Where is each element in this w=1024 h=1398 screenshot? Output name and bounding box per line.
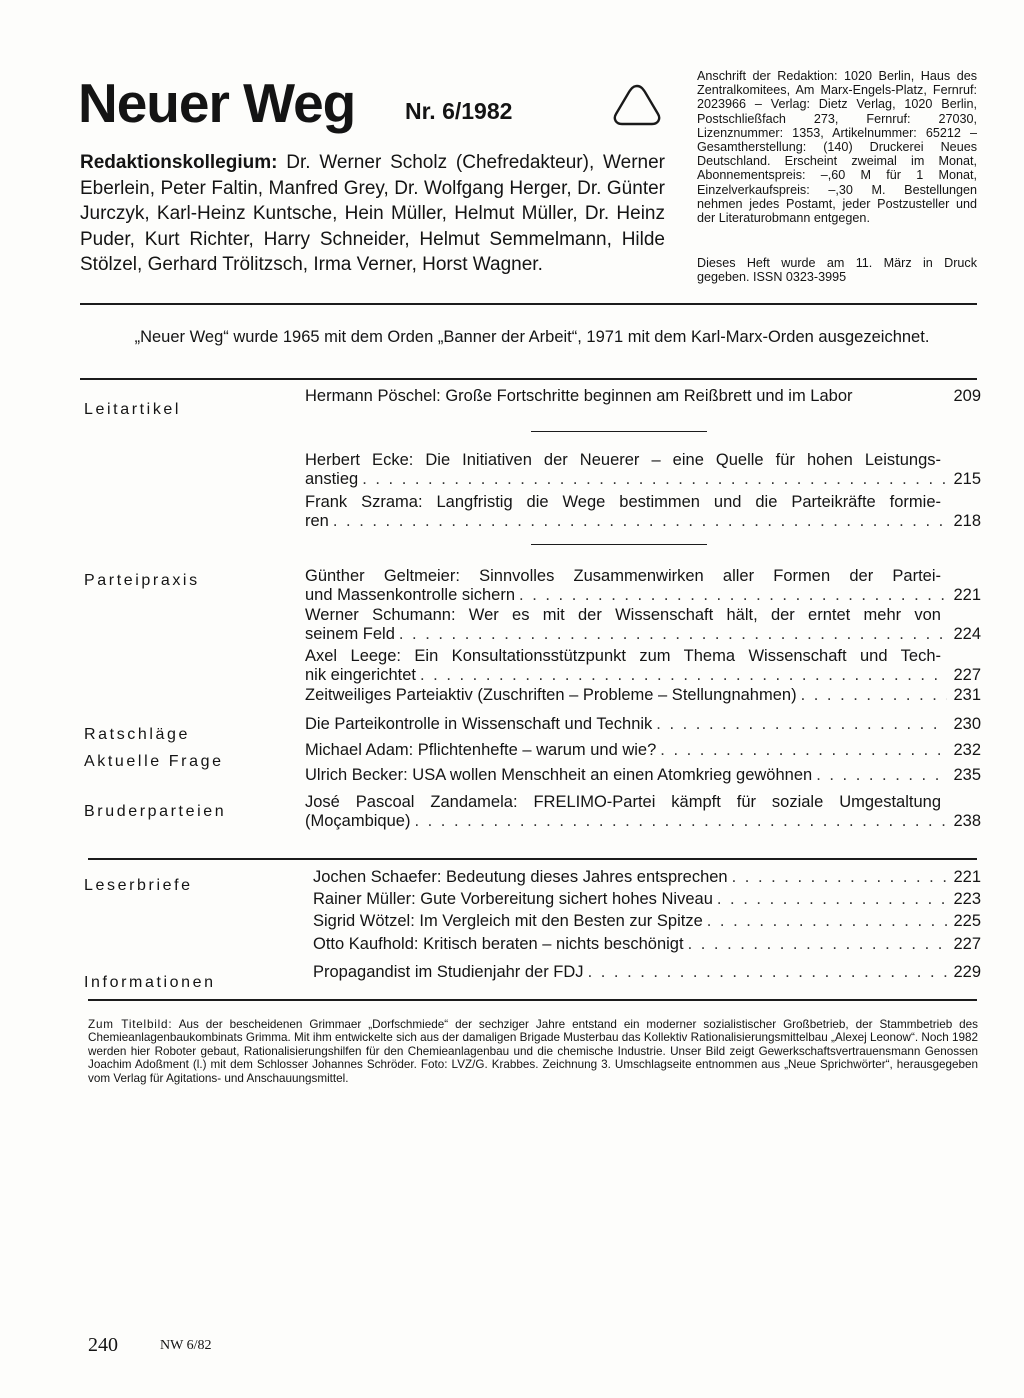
- toc-entry: [313, 912, 981, 931]
- entry-page: 227: [953, 666, 981, 684]
- section-leserbriefe: Leserbriefe: [84, 877, 193, 894]
- entry-title: Sigrid Wötzel: Im Vergleich mit den Besten zur Spitze: [313, 912, 703, 930]
- caption-text: Aus der bescheidenen Grimmaer „Dorfschmiede“ der sechziger Jahre entstand ein moderner sozialistischer Großbetrieb, der Stammbetrieb des Chemieanlagenbaukombinats Grimma. Mit ihm entwickelte sich aus der damaligen Brigade Musterbau das Kollektiv Rationalisierungsmittelbau „Alexej Leonow“. Noch 1982 werden hier Roboter gebaut, Rationalisierungshilfen für den Chemieanlagenbau und die chemische Industrie. Unser Bild zeigt Gewerkschaftsvertrauensmann Genossen Joachim Adoßment (l.) mit dem Schlosser Johannes Schröder. Foto: LVZ/G. Krabbes. Zeichnung 3. Umschlagseite entnommen aus „Neue Sprichwörter“, herausgegeben vom Verlag für Agitations- und Anschauungsmittel.: [88, 1018, 978, 1085]
- toc-entry: [305, 387, 981, 406]
- editorial-label: Redaktionskollegium:: [80, 152, 278, 173]
- toc-entry: [305, 766, 981, 785]
- divider: [88, 999, 977, 1001]
- entry-title: Rainer Müller: Gute Vorbereitung sichert hohes Niveau: [313, 890, 713, 908]
- entry-page: 235: [953, 766, 981, 784]
- entry-page: 218: [953, 512, 981, 530]
- divider: [80, 378, 977, 380]
- triangle-logo-icon: [612, 82, 662, 128]
- entry-page: 232: [953, 741, 981, 759]
- publisher-address: Anschrift der Redaktion: 1020 Berlin, Haus des Zentralkomitees, Am Marx-Engels-Platz, Fernruf: 2023966 – Verlag: Dietz Verlag, 1020 Berlin, Postschließfach 273, Fernruf: 27030, Lizenznummer: 1353, Artikelnummer: 65212 – Gesamtherstellung: (140) Druckerei Neues Deutschland. Erscheint zweimal im Monat, Abonnementspreis: –,60 M für 1 Monat, Einzelverkaufspreis: –,30 M. Bestellungen nehmen jedes Postamt, jeder Postzusteller und der Literaturobmann entgegen.: [697, 69, 977, 226]
- entry-title: Frank Szrama: Langfristig die Wege bestimmen und die Parteikräfte formie-: [305, 493, 941, 511]
- short-divider: [531, 431, 707, 432]
- entry-title: Michael Adam: Pflichtenhefte – warum und wie?: [305, 741, 657, 759]
- cover-caption: [88, 1018, 978, 1085]
- section-ratschlaege: Ratschläge: [84, 726, 191, 743]
- toc-entry: [305, 647, 981, 685]
- entry-page: 221: [953, 586, 981, 604]
- entry-title: Ulrich Becker: USA wollen Menschheit an einen Atomkrieg gewöhnen: [305, 766, 813, 784]
- toc-entry: [313, 890, 981, 909]
- section-parteipraxis: Parteipraxis: [84, 572, 200, 589]
- issue-number: Nr. 6/1982: [405, 98, 513, 124]
- entry-title: Herbert Ecke: Die Initiativen der Neuerer – eine Quelle für hohen Leistungs-: [305, 451, 941, 469]
- toc-entry: [305, 567, 981, 605]
- entry-title: Otto Kaufhold: Kritisch beraten – nichts beschönigt: [313, 935, 684, 953]
- toc-entry: [305, 493, 981, 531]
- entry-title: Hermann Pöschel: Große Fortschritte beginnen am Reißbrett und im Labor: [305, 387, 853, 405]
- entry-page: 223: [953, 890, 981, 908]
- toc-entry: [305, 741, 981, 760]
- toc-entry: [313, 963, 981, 982]
- entry-title-cont: nik eingerichtet: [305, 666, 416, 684]
- entry-title: Propagandist im Studienjahr der FDJ: [313, 963, 584, 981]
- entry-title: Günther Geltmeier: Sinnvolles Zusammenwirken aller Formen der Partei-: [305, 567, 941, 585]
- entry-page: 224: [953, 625, 981, 643]
- entry-title: Werner Schumann: Wer es mit der Wissenschaft hält, der erntet mehr von: [305, 606, 941, 624]
- entry-title-cont: seinem Feld: [305, 625, 395, 643]
- toc-entry: [305, 793, 981, 831]
- entry-page: 209: [953, 387, 981, 405]
- section-aktuelle-frage: Aktuelle Frage: [84, 753, 224, 770]
- entry-title: Axel Leege: Ein Konsultationsstützpunkt zum Thema Wissenschaft und Tech-: [305, 647, 941, 665]
- print-note: Dieses Heft wurde am 11. März in Druck gegeben. ISSN 0323-3995: [697, 256, 977, 285]
- editorial-board: [80, 150, 665, 278]
- toc-entry: [305, 686, 981, 705]
- entry-page: 231: [953, 686, 981, 704]
- award-note: „Neuer Weg“ wurde 1965 mit dem Orden „Banner der Arbeit“, 1971 mit dem Karl-Marx-Orden ausgezeichnet.: [134, 328, 930, 346]
- issue-reference: NW 6/82: [160, 1338, 212, 1353]
- entry-title-cont: anstieg: [305, 470, 359, 488]
- entry-title-cont: (Moçambique): [305, 812, 411, 830]
- entry-page: 229: [953, 963, 981, 981]
- toc-entry: [305, 606, 981, 644]
- entry-title-cont: und Massenkontrolle sichern: [305, 586, 516, 604]
- section-informationen: Informationen: [84, 974, 216, 991]
- entry-title: Jochen Schaefer: Bedeutung dieses Jahres entsprechen: [313, 868, 728, 886]
- page-number: 240: [88, 1334, 118, 1356]
- entry-page: 215: [953, 470, 981, 488]
- divider: [80, 303, 977, 305]
- short-divider: [531, 544, 707, 545]
- entry-page: 230: [953, 715, 981, 733]
- entry-page: 238: [953, 812, 981, 830]
- entry-page: 221: [953, 868, 981, 886]
- section-leitartikel: Leitartikel: [84, 401, 182, 418]
- entry-title: José Pascoal Zandamela: FRELIMO-Partei kämpft für soziale Umgestaltung: [305, 793, 941, 811]
- toc-entry: [305, 715, 981, 734]
- divider: [88, 858, 977, 860]
- entry-title-cont: ren: [305, 512, 329, 530]
- toc-entry: [313, 935, 981, 954]
- entry-title: Die Parteikontrolle in Wissenschaft und Technik: [305, 715, 653, 733]
- magazine-title: Neuer Weg: [78, 72, 356, 134]
- toc-entry: [305, 451, 981, 489]
- section-bruderparteien: Bruderparteien: [84, 803, 227, 820]
- entry-page: 225: [953, 912, 981, 930]
- entry-page: 227: [953, 935, 981, 953]
- toc-entry: [313, 868, 981, 887]
- caption-label: Zum Titelbild:: [88, 1018, 173, 1031]
- entry-title: Zeitweiliges Parteiaktiv (Zuschriften – Probleme – Stellungnahmen): [305, 686, 797, 704]
- editorial-members: Dr. Werner Scholz (Chefredakteur), Werner Eberlein, Peter Faltin, Manfred Grey, Dr. Wolfgang Herger, Dr. Günter Jurczyk, Karl-Heinz Kuntsche, Hein Müller, Helmut Müller, Dr. Heinz Puder, Kurt Richter, Harry Schneider, Helmut Semmelmann, Hilde Stölzel, Gerhard Trölitzsch, Irma Verner, Horst Wagner.: [80, 152, 665, 276]
